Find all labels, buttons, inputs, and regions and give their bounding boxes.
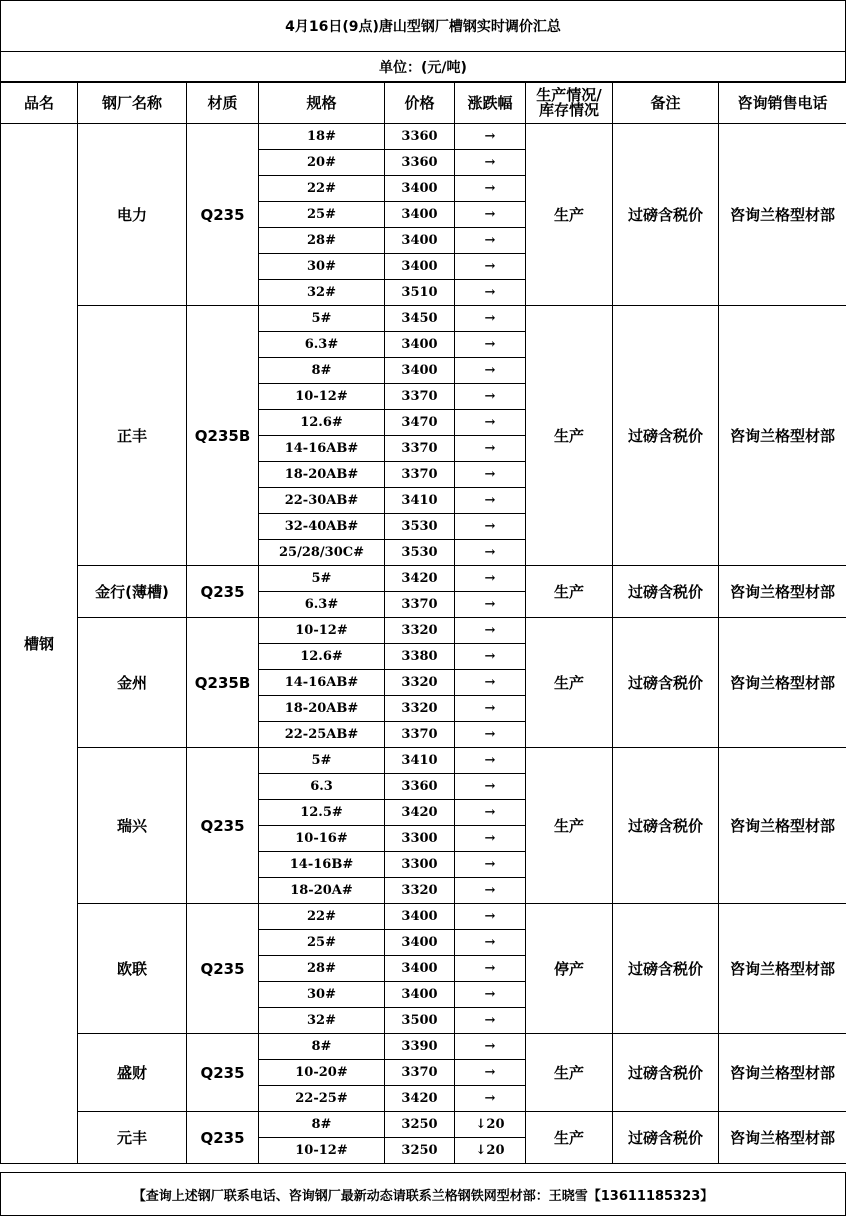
status-cell: 生产 [526, 306, 613, 566]
price-cell: 3400 [385, 228, 455, 254]
spec-cell: 6.3 [259, 774, 385, 800]
contact-cell: 咨询兰格型材部 [719, 306, 846, 566]
footer-contact-note: 【查询上述钢厂联系电话、咨询钢厂最新动态请联系兰格钢铁网型材部：王晓雪【13611185323】 [0, 1172, 846, 1216]
contact-cell: 咨询兰格型材部 [719, 618, 846, 748]
price-cell: 3400 [385, 332, 455, 358]
header-note: 备注 [613, 83, 719, 124]
price-cell: 3250 [385, 1112, 455, 1138]
header-status-line1: 生产情况/ [536, 86, 602, 104]
change-cell: → [455, 852, 526, 878]
spec-cell: 10-20# [259, 1060, 385, 1086]
material-cell: Q235 [187, 124, 259, 306]
change-cell: → [455, 540, 526, 566]
change-cell: → [455, 306, 526, 332]
contact-cell: 咨询兰格型材部 [719, 1112, 846, 1164]
header-contact: 咨询销售电话 [719, 83, 846, 124]
spec-cell: 32# [259, 1008, 385, 1034]
price-cell: 3360 [385, 124, 455, 150]
spec-cell: 25# [259, 202, 385, 228]
spec-cell: 32-40AB# [259, 514, 385, 540]
material-cell: Q235B [187, 618, 259, 748]
material-cell: Q235 [187, 1112, 259, 1164]
change-cell: → [455, 462, 526, 488]
mill-cell: 元丰 [78, 1112, 187, 1164]
change-cell: → [455, 1060, 526, 1086]
table-row [1, 1112, 846, 1138]
product-cell: 槽钢 [1, 124, 78, 1164]
spec-cell: 22-30AB# [259, 488, 385, 514]
price-cell: 3400 [385, 202, 455, 228]
mill-cell: 金州 [78, 618, 187, 748]
spec-cell: 12.6# [259, 644, 385, 670]
price-cell: 3400 [385, 930, 455, 956]
price-cell: 3410 [385, 488, 455, 514]
spec-cell: 18# [259, 124, 385, 150]
change-cell: → [455, 878, 526, 904]
spec-cell: 32# [259, 280, 385, 306]
spec-cell: 14-16AB# [259, 436, 385, 462]
material-cell: Q235 [187, 566, 259, 618]
change-cell: → [455, 774, 526, 800]
price-cell: 3320 [385, 878, 455, 904]
price-table-body [1, 124, 846, 1164]
change-cell: → [455, 150, 526, 176]
price-cell: 3250 [385, 1138, 455, 1164]
change-cell: → [455, 202, 526, 228]
mill-cell: 瑞兴 [78, 748, 187, 904]
mill-cell: 欧联 [78, 904, 187, 1034]
price-cell: 3510 [385, 280, 455, 306]
material-cell: Q235 [187, 904, 259, 1034]
spec-cell: 6.3# [259, 332, 385, 358]
spec-cell: 5# [259, 566, 385, 592]
header-status-line2: 库存情况 [538, 101, 599, 119]
status-cell: 生产 [526, 1034, 613, 1112]
change-cell: → [455, 826, 526, 852]
header-mill: 钢厂名称 [78, 83, 187, 124]
note-cell: 过磅含税价 [613, 1112, 719, 1164]
spec-cell: 10-12# [259, 1138, 385, 1164]
change-cell: → [455, 488, 526, 514]
change-cell: → [455, 930, 526, 956]
price-cell: 3370 [385, 384, 455, 410]
spec-cell: 20# [259, 150, 385, 176]
price-cell: 3380 [385, 644, 455, 670]
spec-cell: 14-16AB# [259, 670, 385, 696]
change-cell: ↓20 [455, 1138, 526, 1164]
contact-cell: 咨询兰格型材部 [719, 748, 846, 904]
change-cell: → [455, 1086, 526, 1112]
status-cell: 生产 [526, 566, 613, 618]
change-cell: → [455, 592, 526, 618]
spec-cell: 8# [259, 358, 385, 384]
spec-cell: 22# [259, 904, 385, 930]
spec-cell: 25# [259, 930, 385, 956]
price-cell: 3420 [385, 800, 455, 826]
unit-label: 单位：(元/吨) [0, 52, 846, 82]
change-cell: → [455, 670, 526, 696]
spec-cell: 18-20AB# [259, 462, 385, 488]
spec-cell: 6.3# [259, 592, 385, 618]
header-spec: 规格 [259, 83, 385, 124]
price-cell: 3370 [385, 592, 455, 618]
change-cell: → [455, 722, 526, 748]
spec-cell: 10-12# [259, 384, 385, 410]
spec-cell: 8# [259, 1112, 385, 1138]
spec-cell: 30# [259, 982, 385, 1008]
spec-cell: 28# [259, 228, 385, 254]
contact-cell: 咨询兰格型材部 [719, 124, 846, 306]
mill-cell: 正丰 [78, 306, 187, 566]
price-cell: 3500 [385, 1008, 455, 1034]
spec-cell: 10-12# [259, 618, 385, 644]
price-cell: 3300 [385, 852, 455, 878]
header-product: 品名 [1, 83, 78, 124]
spec-cell: 22# [259, 176, 385, 202]
change-cell: → [455, 280, 526, 306]
price-cell: 3530 [385, 540, 455, 566]
spec-cell: 10-16# [259, 826, 385, 852]
material-cell: Q235 [187, 1034, 259, 1112]
change-cell: → [455, 332, 526, 358]
change-cell: → [455, 618, 526, 644]
price-cell: 3420 [385, 566, 455, 592]
change-cell: → [455, 982, 526, 1008]
spec-cell: 12.6# [259, 410, 385, 436]
header-price: 价格 [385, 83, 455, 124]
price-cell: 3370 [385, 1060, 455, 1086]
change-cell: → [455, 1008, 526, 1034]
spec-cell: 18-20AB# [259, 696, 385, 722]
price-cell: 3360 [385, 150, 455, 176]
price-cell: 3400 [385, 904, 455, 930]
price-cell: 3410 [385, 748, 455, 774]
sheet-title: 4月16日(9点)唐山型钢厂槽钢实时调价汇总 [0, 0, 846, 52]
status-cell: 生产 [526, 124, 613, 306]
price-cell: 3300 [385, 826, 455, 852]
change-cell: → [455, 514, 526, 540]
change-cell: → [455, 696, 526, 722]
price-cell: 3390 [385, 1034, 455, 1060]
change-cell: → [455, 1034, 526, 1060]
table-row [1, 904, 846, 930]
note-cell: 过磅含税价 [613, 1034, 719, 1112]
price-cell: 3320 [385, 618, 455, 644]
price-table [0, 82, 846, 1164]
change-cell: → [455, 566, 526, 592]
spec-cell: 25/28/30C# [259, 540, 385, 566]
price-cell: 3420 [385, 1086, 455, 1112]
change-cell: → [455, 254, 526, 280]
change-cell: → [455, 410, 526, 436]
note-cell: 过磅含税价 [613, 124, 719, 306]
price-cell: 3360 [385, 774, 455, 800]
contact-cell: 咨询兰格型材部 [719, 1034, 846, 1112]
price-cell: 3400 [385, 982, 455, 1008]
change-cell: → [455, 436, 526, 462]
spec-cell: 18-20A# [259, 878, 385, 904]
table-row [1, 306, 846, 332]
spec-cell: 28# [259, 956, 385, 982]
price-cell: 3400 [385, 176, 455, 202]
header-row [1, 83, 846, 124]
header-change: 涨跌幅 [455, 83, 526, 124]
change-cell: → [455, 800, 526, 826]
price-cell: 3400 [385, 254, 455, 280]
contact-cell: 咨询兰格型材部 [719, 566, 846, 618]
price-cell: 3400 [385, 956, 455, 982]
material-cell: Q235B [187, 306, 259, 566]
note-cell: 过磅含税价 [613, 904, 719, 1034]
price-cell: 3530 [385, 514, 455, 540]
note-cell: 过磅含税价 [613, 306, 719, 566]
change-cell: → [455, 358, 526, 384]
status-cell: 生产 [526, 748, 613, 904]
price-cell: 3320 [385, 696, 455, 722]
mill-cell: 电力 [78, 124, 187, 306]
status-cell: 生产 [526, 618, 613, 748]
mill-cell: 盛财 [78, 1034, 187, 1112]
status-cell: 生产 [526, 1112, 613, 1164]
table-row [1, 1034, 846, 1060]
change-cell: → [455, 384, 526, 410]
note-cell: 过磅含税价 [613, 618, 719, 748]
contact-cell: 咨询兰格型材部 [719, 904, 846, 1034]
price-cell: 3470 [385, 410, 455, 436]
table-row [1, 618, 846, 644]
price-cell: 3370 [385, 436, 455, 462]
table-row [1, 124, 846, 150]
change-cell: → [455, 904, 526, 930]
note-cell: 过磅含税价 [613, 748, 719, 904]
change-cell: → [455, 748, 526, 774]
price-cell: 3400 [385, 358, 455, 384]
change-cell: ↓20 [455, 1112, 526, 1138]
header-status [526, 83, 613, 124]
table-row [1, 566, 846, 592]
status-cell: 停产 [526, 904, 613, 1034]
spec-cell: 22-25AB# [259, 722, 385, 748]
price-cell: 3370 [385, 722, 455, 748]
spec-cell: 22-25# [259, 1086, 385, 1112]
spec-cell: 5# [259, 306, 385, 332]
spec-cell: 30# [259, 254, 385, 280]
change-cell: → [455, 644, 526, 670]
price-cell: 3370 [385, 462, 455, 488]
change-cell: → [455, 956, 526, 982]
mill-cell: 金行(薄槽) [78, 566, 187, 618]
note-cell: 过磅含税价 [613, 566, 719, 618]
price-cell: 3450 [385, 306, 455, 332]
spec-cell: 14-16B# [259, 852, 385, 878]
change-cell: → [455, 124, 526, 150]
spec-cell: 5# [259, 748, 385, 774]
material-cell: Q235 [187, 748, 259, 904]
table-row [1, 748, 846, 774]
change-cell: → [455, 228, 526, 254]
header-material: 材质 [187, 83, 259, 124]
spec-cell: 8# [259, 1034, 385, 1060]
price-cell: 3320 [385, 670, 455, 696]
spec-cell: 12.5# [259, 800, 385, 826]
change-cell: → [455, 176, 526, 202]
